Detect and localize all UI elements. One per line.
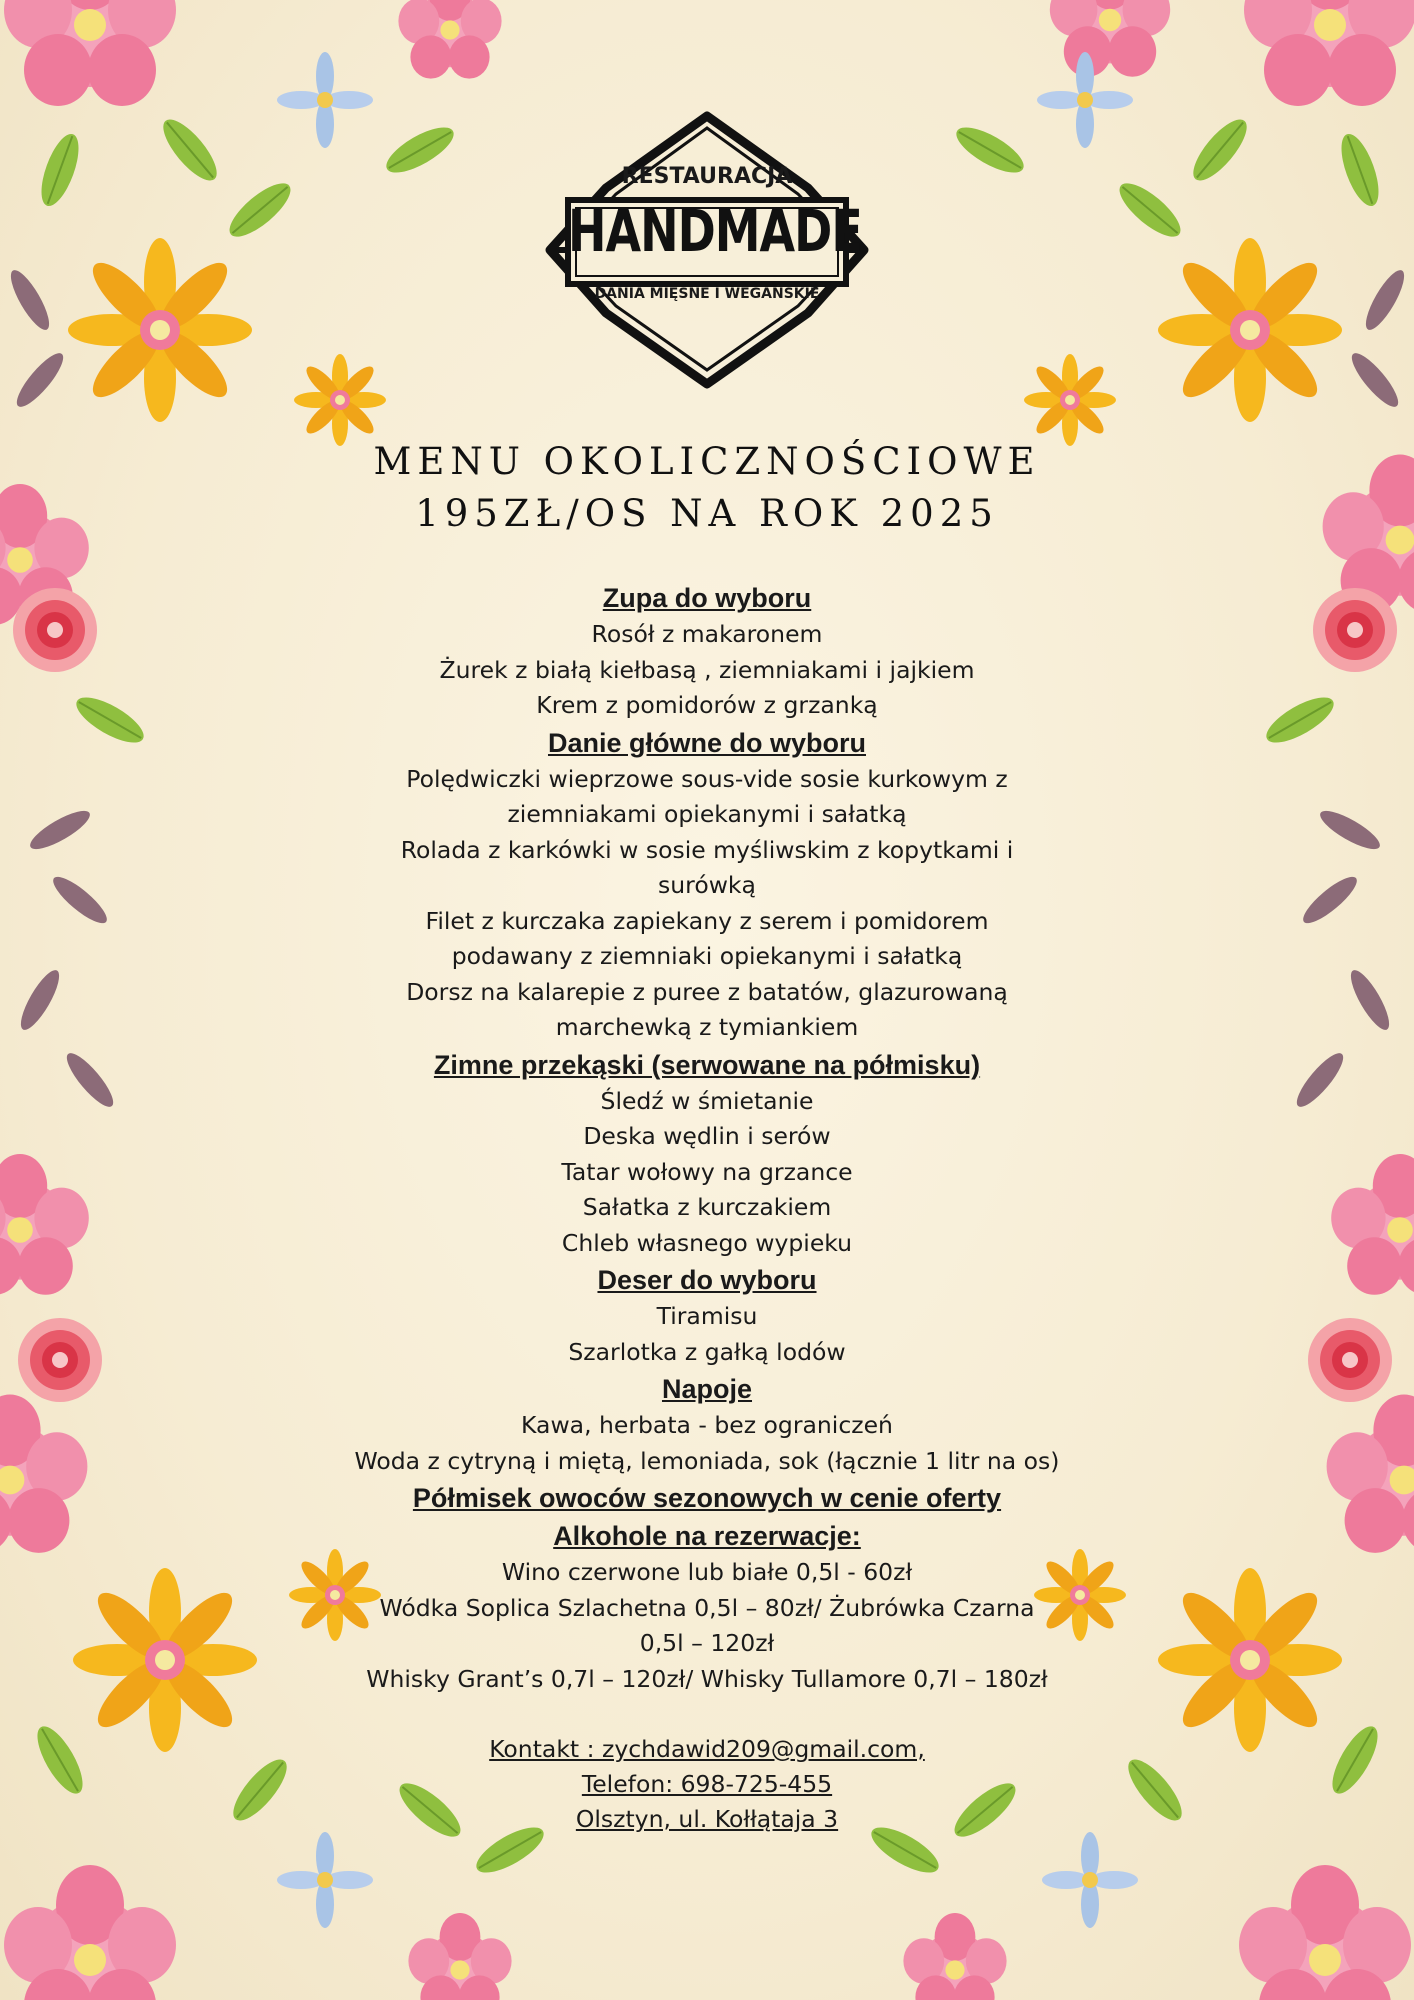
logo-main-text: HANDMADE [568,197,862,265]
restaurant-logo [532,108,882,393]
menu-item: Woda z cytryną i miętą, lemoniada, sok (łącznie 1 litr na os) [354,1446,1060,1475]
section-heading-drinks: Napoje [661,1374,753,1404]
menu-item: Żurek z białą kiełbasą , ziemniakami i jajkiem [439,655,975,684]
contact-phone-link[interactable]: Telefon: 698-725-455 [581,1770,833,1798]
contact-address-link[interactable]: Olsztyn, ul. Kołłątaja 3 [575,1805,839,1833]
contact-email-link[interactable]: Kontakt : zychdawid209@gmail.com, [489,1735,925,1763]
menu-item: Rolada z karkówki w sosie myśliwskim z kopytkami i [400,835,1014,864]
section-heading-soup: Zupa do wyboru [602,583,812,613]
section-heading-dessert: Deser do wyboru [597,1265,817,1295]
logo-top-text: RESTAURACJA [621,164,793,189]
page-title [257,436,1157,540]
menu-item: 0,5l – 120zł [639,1629,775,1657]
menu-item: Chleb własnego wypieku [561,1228,853,1257]
menu-item: Whisky Grant’s 0,7l – 120zł/ Whisky Tullamore 0,7l – 180zł [366,1664,1048,1693]
menu-item: Szarlotka z gałką lodów [568,1337,846,1366]
title-line-2: 195ZŁ/OS NA ROK 2025 [415,492,999,535]
section-heading-alcohol: Alkohole na rezerwacje: [553,1521,861,1551]
menu-item: Krem z pomidorów z grzanką [536,691,878,719]
title-line-1: MENU OKOLICZNOŚCIOWE [373,440,1041,483]
menu-item: Polędwiczki wieprzowe sous-vide sosie kurkowym z [406,764,1008,793]
menu-item: Dorsz na kalarepie z puree z batatów, glazurowaną [406,977,1008,1006]
logo-sub-text: DANIA MIĘSNE I WEGAŃSKIE [594,286,820,302]
menu-content [307,579,1107,1837]
menu-item: surówką [658,871,756,899]
menu-item: Sałatka z kurczakiem [582,1193,832,1221]
menu-item: Deska wędlin i serów [583,1122,831,1150]
menu-item: podawany z ziemniaki opiekanymi i sałatką [451,942,963,970]
section-heading-fruit: Półmisek owoców sezonowych w cenie oferty [412,1483,1002,1513]
menu-item: marchewką z tymiankiem [555,1013,859,1041]
menu-item: Rosół z makaronem [591,620,823,648]
menu-item: Kawa, herbata - bez ograniczeń [521,1411,893,1439]
menu-item: Tatar wołowy na grzance [561,1157,853,1186]
menu-item: Wódka Soplica Szlachetna 0,5l – 80zł/ Żubrówka Czarna [379,1593,1035,1622]
section-heading-cold: Zimne przekąski (serwowane na półmisku) [433,1049,981,1080]
menu-item: Filet z kurczaka zapiekany z serem i pomidorem [425,906,989,935]
menu-item: Wino czerwone lub białe 0,5l - 60zł [501,1558,913,1586]
menu-item: ziemniakami opiekanymi i sałatką [507,800,907,828]
section-heading-main: Danie główne do wyboru [547,727,866,758]
menu-item: Tiramisu [656,1302,758,1330]
menu-item: Śledź w śmietanie [600,1086,814,1115]
